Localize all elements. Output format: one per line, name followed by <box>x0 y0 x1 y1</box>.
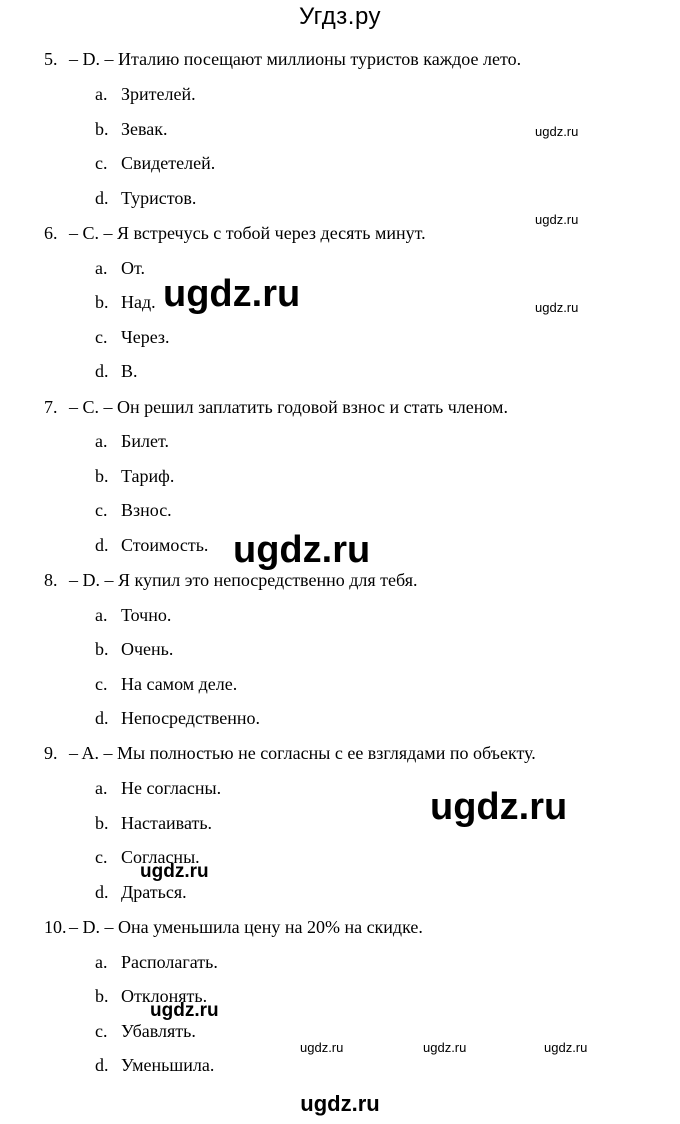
option-10d <box>95 1054 214 1076</box>
option-text: Не согласны. <box>121 778 222 798</box>
option-text: Туристов. <box>121 188 197 208</box>
option-6c <box>95 326 170 348</box>
option-letter: b. <box>95 292 109 312</box>
option-letter: b. <box>95 639 109 659</box>
option-letter: c. <box>95 674 108 694</box>
watermark: ugdz.ru <box>163 273 301 315</box>
option-text: Очень. <box>121 639 174 659</box>
option-letter: d. <box>95 882 109 902</box>
watermark: ugdz.ru <box>430 786 568 828</box>
option-7c <box>95 499 172 521</box>
option-text: Убавлять. <box>121 1021 196 1041</box>
option-text: Над. <box>121 292 156 312</box>
question-5 <box>44 48 521 70</box>
option-9b <box>95 812 212 834</box>
option-letter: d. <box>95 708 109 728</box>
option-letter: b. <box>95 986 109 1006</box>
option-text: От. <box>121 258 146 278</box>
option-10c <box>95 1020 196 1042</box>
option-text: Отклонять. <box>121 986 208 1006</box>
option-6a <box>95 257 145 279</box>
option-text: Уменьшила. <box>121 1055 215 1075</box>
option-text: Билет. <box>121 431 169 451</box>
option-text: Непосредственно. <box>121 708 260 728</box>
option-6b <box>95 291 156 313</box>
option-letter: b. <box>95 813 109 833</box>
question-6 <box>44 222 426 244</box>
option-9a <box>95 777 221 799</box>
option-letter: b. <box>95 119 109 139</box>
option-5d <box>95 187 196 209</box>
option-text: Взнос. <box>121 500 172 520</box>
option-letter: a. <box>95 778 108 798</box>
question-text: – C. – Я встречусь с тобой через десять минут. <box>69 223 426 243</box>
option-5a <box>95 83 196 105</box>
option-text: Драться. <box>121 882 187 902</box>
option-text: На самом деле. <box>121 674 238 694</box>
question-text: – D. – Италию посещают миллионы туристов каждое лето. <box>69 49 522 69</box>
watermark: ugdz.ru <box>423 1040 467 1055</box>
question-text: – D. – Она уменьшила цену на 20% на скидке. <box>69 917 423 937</box>
question-number: 10. <box>44 917 67 937</box>
option-letter: c. <box>95 847 108 867</box>
option-letter: a. <box>95 952 108 972</box>
question-number: 5. <box>44 49 58 69</box>
page-footer: ugdz.ru <box>300 1091 380 1116</box>
option-letter: a. <box>95 605 108 625</box>
question-8 <box>44 569 417 591</box>
option-text: Тариф. <box>121 466 175 486</box>
question-number: 7. <box>44 397 58 417</box>
option-7a <box>95 430 169 452</box>
option-text: Через. <box>121 327 170 347</box>
question-text: – A. – Мы полностью не согласны с ее взглядами по объекту. <box>69 743 536 763</box>
option-5c <box>95 152 215 174</box>
option-letter: c. <box>95 327 108 347</box>
option-letter: d. <box>95 188 109 208</box>
question-number: 6. <box>44 223 58 243</box>
question-text: – D. – Я купил это непосредственно для тебя. <box>69 570 418 590</box>
option-text: Настаивать. <box>121 813 213 833</box>
option-8c <box>95 673 237 695</box>
option-text: Свидетелей. <box>121 153 216 173</box>
watermark: ugdz.ru <box>233 529 371 571</box>
option-letter: a. <box>95 258 108 278</box>
option-letter: d. <box>95 535 109 555</box>
option-letter: c. <box>95 1021 108 1041</box>
watermark: ugdz.ru <box>535 124 579 139</box>
option-letter: d. <box>95 361 109 381</box>
question-number: 9. <box>44 743 58 763</box>
option-letter: c. <box>95 500 108 520</box>
watermark: ugdz.ru <box>140 861 209 882</box>
option-letter: b. <box>95 466 109 486</box>
option-text: Стоимость. <box>121 535 209 555</box>
option-6d <box>95 360 138 382</box>
question-text: – C. – Он решил заплатить годовой взнос и стать членом. <box>69 397 508 417</box>
option-letter: a. <box>95 84 108 104</box>
option-9d <box>95 881 187 903</box>
option-letter: d. <box>95 1055 109 1075</box>
option-text: Согласны. <box>121 847 200 867</box>
question-number: 8. <box>44 570 58 590</box>
option-letter: c. <box>95 153 108 173</box>
page-header: Угдз.ру <box>298 3 382 30</box>
question-9 <box>44 742 536 764</box>
option-8a <box>95 604 171 626</box>
option-7b <box>95 465 174 487</box>
option-8d <box>95 707 260 729</box>
option-text: Зрителей. <box>121 84 196 104</box>
question-10 <box>44 916 423 938</box>
watermark: ugdz.ru <box>150 1000 219 1021</box>
option-text: В. <box>121 361 138 381</box>
option-letter: a. <box>95 431 108 451</box>
option-text: Точно. <box>121 605 172 625</box>
option-8b <box>95 638 173 660</box>
option-7d <box>95 534 208 556</box>
watermark: ugdz.ru <box>300 1040 344 1055</box>
option-10a <box>95 951 218 973</box>
option-5b <box>95 118 168 140</box>
question-7 <box>44 396 508 418</box>
option-text: Зевак. <box>121 119 168 139</box>
watermark: ugdz.ru <box>544 1040 588 1055</box>
watermark: ugdz.ru <box>535 300 579 315</box>
option-text: Располагать. <box>121 952 218 972</box>
watermark: ugdz.ru <box>535 212 579 227</box>
